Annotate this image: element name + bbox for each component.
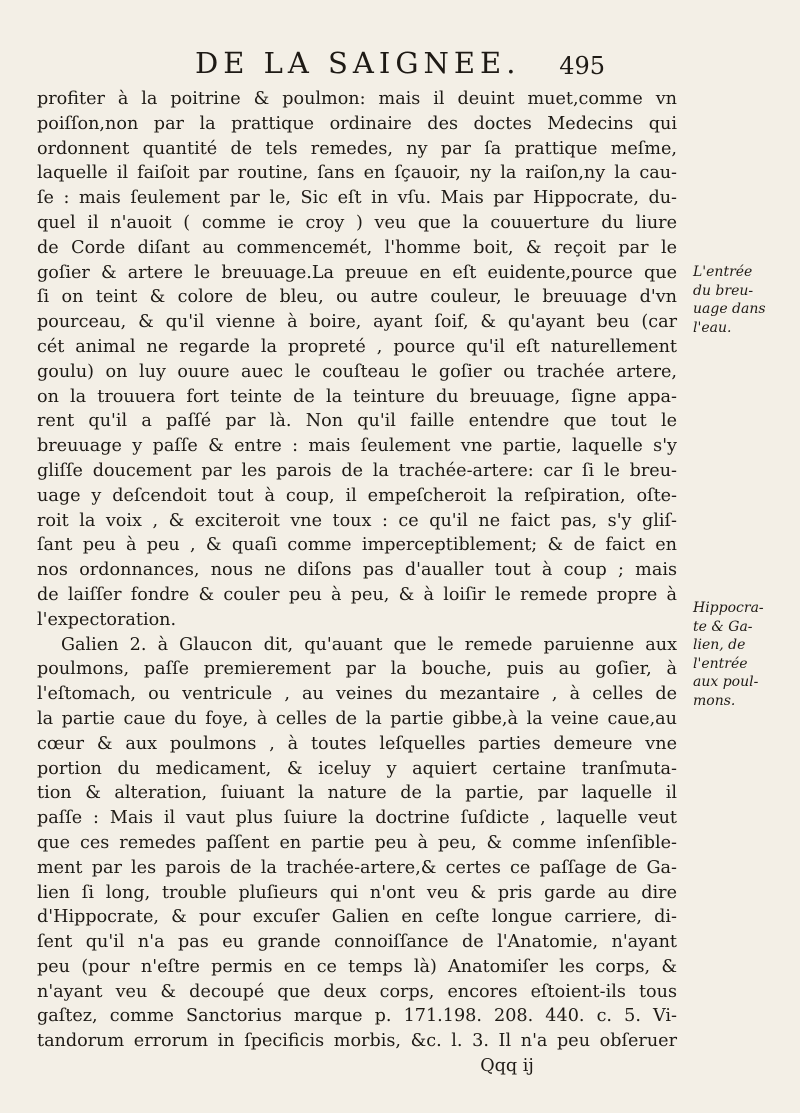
margin-note-line: te & Ga- [693, 618, 753, 635]
text-line: Galien 2. à Glaucon dit, qu'auant que le remede paruienne aux [61, 634, 677, 655]
text-line: tion & alteration, ſuiuant la nature de la partie, par laquelle il [37, 783, 677, 804]
text-line: ſi on teint & colore de bleu, ou autre couleur, le breuuage d'vn [37, 287, 677, 308]
text-line: uage y deſcendoit tout à coup, il empeſcheroit la reſpiration, oſte- [37, 485, 677, 506]
text-line: ordonnent quantité de tels remedes, ny par ſa prattique meſme, [37, 138, 677, 159]
text-line: peu (pour n'eſtre permis en ce temps là) Anatomiſer les corps, & [37, 956, 677, 977]
margin-note-line: L'entrée [693, 264, 753, 280]
margin-note-line: l'entrée [693, 655, 748, 672]
margin-note-line: l'eau. [693, 319, 732, 336]
margin-note-line: Hippocra- [693, 600, 764, 616]
margin-note-line: mons. [693, 692, 736, 709]
text-line: paſſe : Mais il vaut plus ſuiure la doctrine ſuſdicte , laquelle veut [37, 808, 677, 829]
page-header [195, 46, 615, 82]
running-head: DE LA SAIGNEE. [195, 46, 521, 80]
text-line: cét animal ne regarde la propreté , pource qu'il eſt naturellement [37, 336, 677, 357]
text-line: poulmons, paſſe premierement par la bouche, puis au goſier, à [37, 659, 677, 680]
text-line: ſent qu'il n'a pas eu grande connoiſſance de l'Anatomie, n'ayant [37, 932, 677, 953]
text-line: nos ordonnances, nous ne diſons pas d'aualler tout à coup ; mais [37, 560, 677, 581]
text-line: goſier & artere le breuuage.La preuue en eſt euidente,pource que [37, 262, 677, 283]
text-line: breuuage y paſſe & entre : mais ſeulement vne partie, laquelle s'y [37, 436, 677, 457]
text-line: ſe : mais ſeulement par le, Sic eſt in vſu. Mais par Hippocrate, du- [37, 188, 677, 209]
text-line: l'eſtomach, ou ventricule , au veines du mezantaire , à celles de [37, 684, 677, 705]
text-line: quel il n'auoit ( comme ie croy ) veu que la couuerture du liure [37, 212, 677, 233]
text-line: ment par les parois de la trachée-artere,& certes ce paſſage de Ga- [37, 857, 677, 878]
text-line: la partie caue du foye, à celles de la partie gibbe,à la veine caue,au [37, 708, 677, 729]
text-line: de laiſſer fondre & couler peu à peu, & à loiſir le remede propre à [37, 584, 677, 605]
text-line: gliſſe doucement par les parois de la trachée-artere: car ſi le breu- [37, 460, 677, 481]
body-text [37, 87, 677, 1079]
text-line: l'expectoration. [37, 609, 177, 630]
margin-note-line: aux poul- [693, 674, 759, 690]
text-line: gaſtez, comme Sanctorius marque p. 171.198. 208. 440. c. 5. Vi- [37, 1006, 677, 1027]
text-line: laquelle il faiſoit par routine, ſans en ſçauoir, ny la raiſon,ny la cau- [37, 163, 677, 184]
text-line: ſant peu à peu , & quaſi comme imperceptiblement; & de faict en [37, 535, 677, 556]
text-line: portion du medicament, & iceluy y aquiert certaine tranſmuta- [37, 758, 677, 779]
text-line: que ces remedes paſſent en partie peu à peu, & comme inſenſible- [37, 832, 677, 853]
text-line: cœur & aux poulmons , à toutes leſquelles parties demeure vne [37, 733, 677, 754]
margin-note-entree-breuuage [693, 263, 798, 337]
page-number: 495 [559, 52, 605, 80]
text-line: n'ayant veu & decoupé que deux corps, encores eſtoient-ils tous [37, 981, 677, 1002]
text-line: lien ſi long, trouble pluſieurs qui n'ont veu & pris garde au dire [37, 882, 677, 903]
text-line: goulu) on luy ouure auec le couſteau le goſier ou trachée artere, [37, 361, 677, 382]
text-line: d'Hippocrate, & pour excuſer Galien en ceſte longue carriere, di- [37, 907, 677, 928]
text-line: tandorum errorum in ſpecificis morbis, &c. l. 3. Il n'a peu obſeruer [37, 1031, 677, 1052]
margin-note-line: du breu- [693, 282, 754, 299]
text-line: pourceau, & qu'il vienne à boire, ayant ſoif, & qu'ayant beu (car [37, 312, 677, 333]
text-line: poiſſon,non par la prattique ordinaire des doctes Medecins qui [37, 113, 677, 134]
text-line: rent qu'il a paſſé par là. Non qu'il faille entendre que tout le [37, 411, 677, 432]
margin-note-line: lien, de [693, 637, 746, 653]
text-line: de Corde diſant au commencemét, l'homme boit, & reçoit par le [37, 237, 677, 258]
text-line: on la trouuera fort teinte de la teinture du breuuage, ſigne appa- [37, 386, 677, 407]
text-line: profiter à la poitrine & poulmon: mais il deuint muet,comme vn [37, 89, 677, 109]
signature-mark: Qqq ij [480, 1056, 534, 1077]
text-line: roit la voix , & exciteroit vne toux : ce qu'il ne faict pas, s'y gliſ- [37, 510, 677, 531]
margin-note-hippocrate-galien [693, 599, 798, 710]
margin-note-line: uage dans [693, 301, 766, 317]
